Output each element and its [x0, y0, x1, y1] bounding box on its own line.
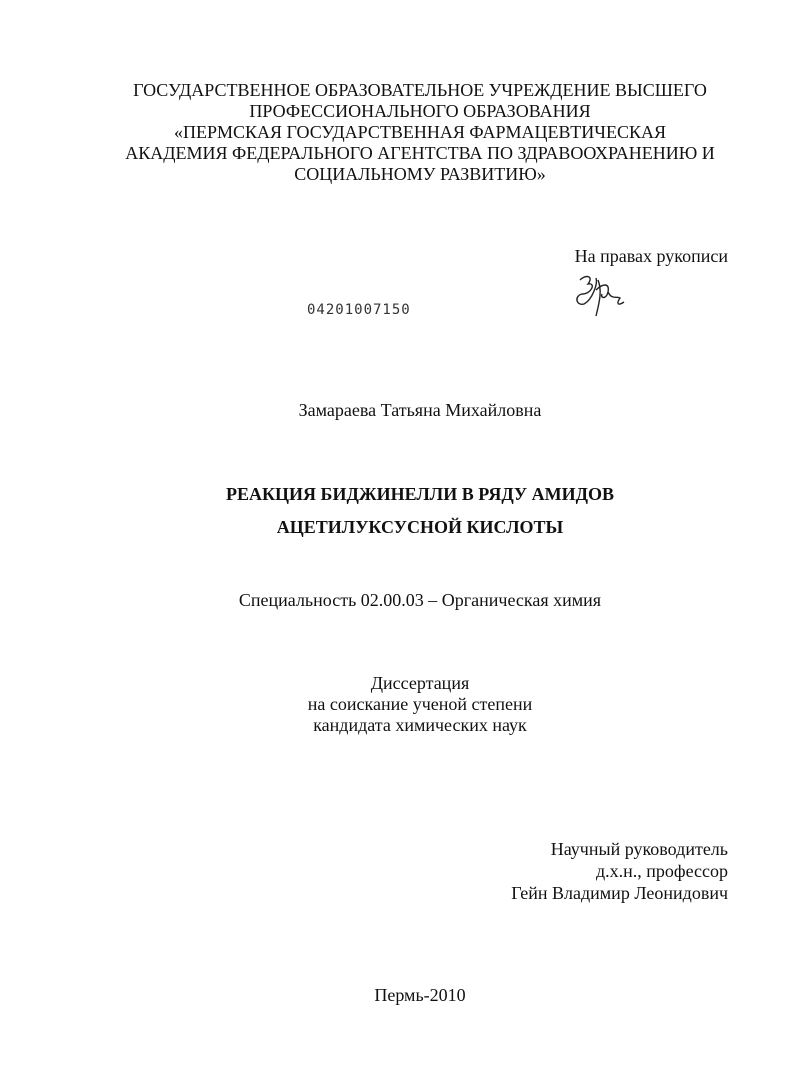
institution-line: АКАДЕМИЯ ФЕДЕРАЛЬНОГО АГЕНТСТВА ПО ЗДРАВООХРАНЕНИЮ И [125, 143, 715, 163]
dissertation-title [40, 478, 797, 544]
advisor-line: Гейн Владимир Леонидович [511, 883, 728, 903]
advisor-line: д.х.н., профессор [595, 861, 728, 881]
title-line: АЦЕТИЛУКСУСНОЙ КИСЛОТЫ [276, 517, 564, 537]
degree-line: на соискание ученой степени [307, 694, 533, 714]
specialty: Специальность 02.00.03 – Органическая химия [238, 590, 602, 610]
degree-line: кандидата химических наук [313, 715, 527, 735]
author-name: Замараева Татьяна Михайловна [298, 400, 542, 420]
registration-number: 04201007150 [307, 302, 411, 318]
degree-line: Диссертация [370, 673, 470, 693]
institution-line: «ПЕРМСКАЯ ГОСУДАРСТВЕННАЯ ФАРМАЦЕВТИЧЕСКАЯ [174, 122, 666, 142]
institution-header [40, 80, 797, 185]
advisor-line: Научный руководитель [550, 839, 728, 859]
advisor-block [511, 838, 728, 904]
manuscript-note: На правах рукописи [574, 246, 728, 266]
institution-line: СОЦИАЛЬНОМУ РАЗВИТИЮ» [294, 164, 546, 184]
place-year: Пермь-2010 [374, 985, 466, 1005]
degree-block [40, 673, 797, 736]
institution-line: ГОСУДАРСТВЕННОЕ ОБРАЗОВАТЕЛЬНОЕ УЧРЕЖДЕНИЕ ВЫСШЕГО [133, 80, 707, 100]
signature-icon [572, 270, 632, 325]
title-line: РЕАКЦИЯ БИДЖИНЕЛЛИ В РЯДУ АМИДОВ [225, 484, 615, 504]
institution-line: ПРОФЕССИОНАЛЬНОГО ОБРАЗОВАНИЯ [249, 101, 591, 121]
